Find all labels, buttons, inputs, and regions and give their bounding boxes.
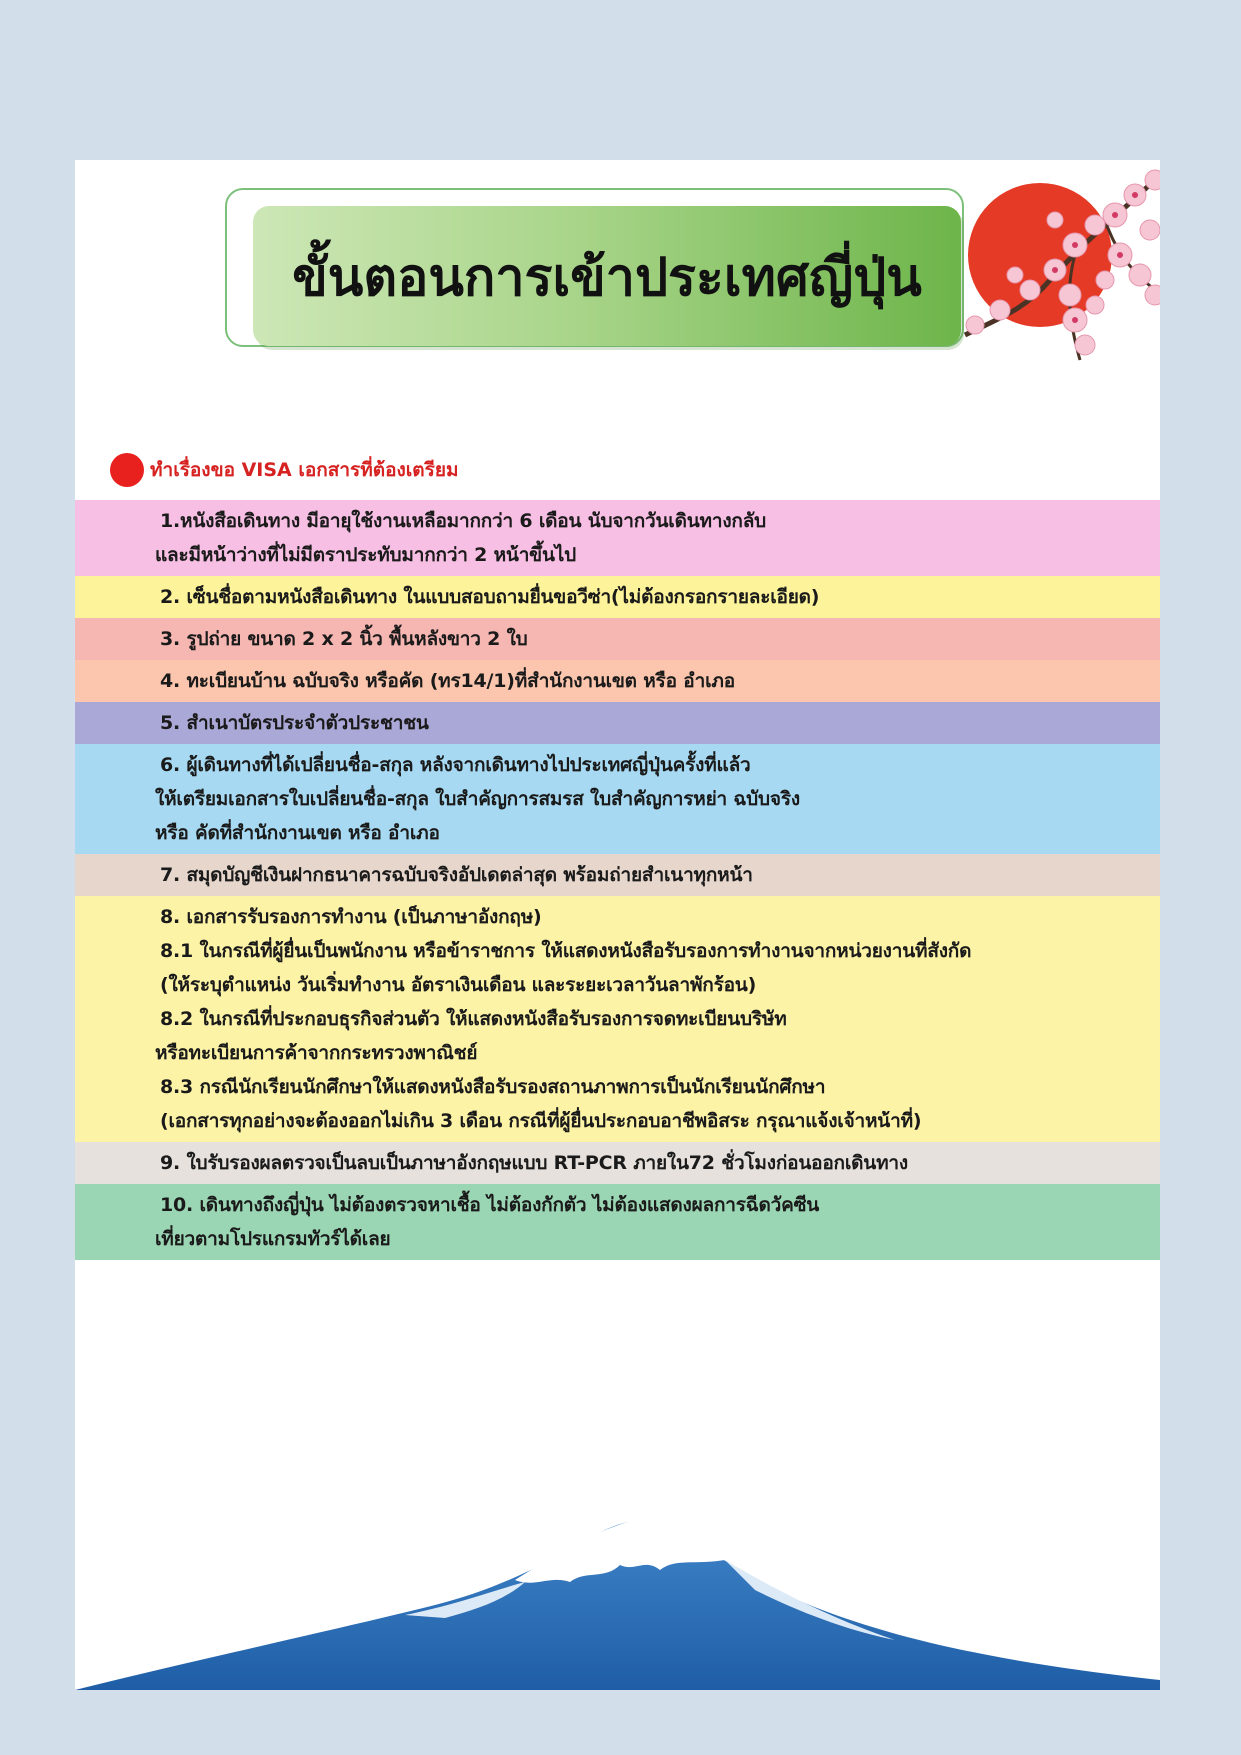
requirement-line: 7. สมุดบัญชีเงินฝากธนาคารฉบับจริงอัปเดตล่าสุด พร้อมถ่ายสำเนาทุกหน้า xyxy=(160,864,753,886)
requirement-line: 8.3 กรณีนักเรียนนักศึกษาให้แสดงหนังสือรับรองสถานภาพการเป็นนักเรียนนักศึกษา xyxy=(160,1076,826,1098)
requirement-item-8 xyxy=(75,896,1160,1142)
requirement-item-4 xyxy=(75,660,1160,702)
requirement-line: (เอกสารทุกอย่างจะต้องออกไม่เกิน 3 เดือน กรณีที่ผู้ยื่นประกอบอาชีพอิสระ กรุณาแจ้งเจ้าหน้าที่) xyxy=(160,1110,922,1132)
requirement-line: 8. เอกสารรับรองการทำงาน (เป็นภาษาอังกฤษ) xyxy=(160,906,542,928)
section-heading xyxy=(110,450,459,490)
requirement-line: 8.2 ในกรณีที่ประกอบธุรกิจส่วนตัว ให้แสดงหนังสือรับรองการจดทะเบียนบริษัท xyxy=(160,1008,787,1030)
requirement-line: หรือทะเบียนการค้าจากกระทรวงพาณิชย์ xyxy=(155,1042,478,1064)
requirement-line: 8.1 ในกรณีที่ผู้ยื่นเป็นพนักงาน หรือข้าราชการ ให้แสดงหนังสือรับรองการทำงานจากหน่วยงานที่สังกัด xyxy=(160,940,972,962)
requirement-line: ให้เตรียมเอกสารใบเปลี่ยนชื่อ-สกุล ใบสำคัญการสมรส ใบสำคัญการหย่า ฉบับจริง xyxy=(155,788,800,810)
sakura-sun-icon xyxy=(955,160,1160,410)
document-card xyxy=(75,160,1160,1690)
requirement-item-6 xyxy=(75,744,1160,854)
requirement-item-9 xyxy=(75,1142,1160,1184)
requirements-list xyxy=(75,500,1160,1260)
bullet-dot-icon xyxy=(110,453,144,487)
section-heading-label: ทำเรื่องขอ VISA เอกสารที่ต้องเตรียม xyxy=(150,459,459,481)
requirement-line: เที่ยวตามโปรแกรมทัวร์ได้เลย xyxy=(155,1228,391,1250)
mount-fuji-icon xyxy=(75,1510,1160,1690)
requirement-item-2 xyxy=(75,576,1160,618)
page-title: ขั้นตอนการเข้าประเทศญี่ปุ่น xyxy=(292,247,922,308)
requirement-item-10 xyxy=(75,1184,1160,1260)
requirement-item-7 xyxy=(75,854,1160,896)
requirement-line: 9. ใบรับรองผลตรวจเป็นลบเป็นภาษาอังกฤษแบบ RT-PCR ภายใน72 ชั่วโมงก่อนออกเดินทาง xyxy=(160,1152,908,1174)
requirement-line: และมีหน้าว่างที่ไม่มีตราประทับมากกว่า 2 หน้าขึ้นไป xyxy=(155,544,576,566)
requirement-line: หรือ คัดที่สำนักงานเขต หรือ อำเภอ xyxy=(155,822,440,844)
requirement-line: 10. เดินทางถึงญี่ปุ่น ไม่ต้องตรวจหาเชื้อ ไม่ต้องกักตัว ไม่ต้องแสดงผลการฉีดวัคซีน xyxy=(160,1194,820,1216)
requirement-item-5 xyxy=(75,702,1160,744)
requirement-item-1 xyxy=(75,500,1160,576)
requirement-line: (ให้ระบุตำแหน่ง วันเริ่มทำงาน อัตราเงินเดือน และระยะเวลาวันลาพักร้อน) xyxy=(160,974,757,996)
requirement-line: 4. ทะเบียนบ้าน ฉบับจริง หรือคัด (ทร14/1)ที่สำนักงานเขต หรือ อำเภอ xyxy=(160,670,735,692)
requirement-line: 5. สำเนาบัตรประจำตัวประชาชน xyxy=(160,712,429,734)
requirement-item-3 xyxy=(75,618,1160,660)
requirement-line: 1.หนังสือเดินทาง มีอายุใช้งานเหลือมากกว่า 6 เดือน นับจากวันเดินทางกลับ xyxy=(160,510,767,532)
requirement-line: 6. ผู้เดินทางที่ได้เปลี่ยนชื่อ-สกุล หลังจากเดินทางไปประเทศญี่ปุ่นครั้งที่แล้ว xyxy=(160,754,751,776)
requirement-line: 3. รูปถ่าย ขนาด 2 x 2 นิ้ว พื้นหลังขาว 2 ใบ xyxy=(160,628,528,650)
requirement-line: 2. เซ็นชื่อตามหนังสือเดินทาง ในแบบสอบถามยื่นขอวีซ่า(ไม่ต้องกรอกรายละเอียด) xyxy=(160,586,820,608)
